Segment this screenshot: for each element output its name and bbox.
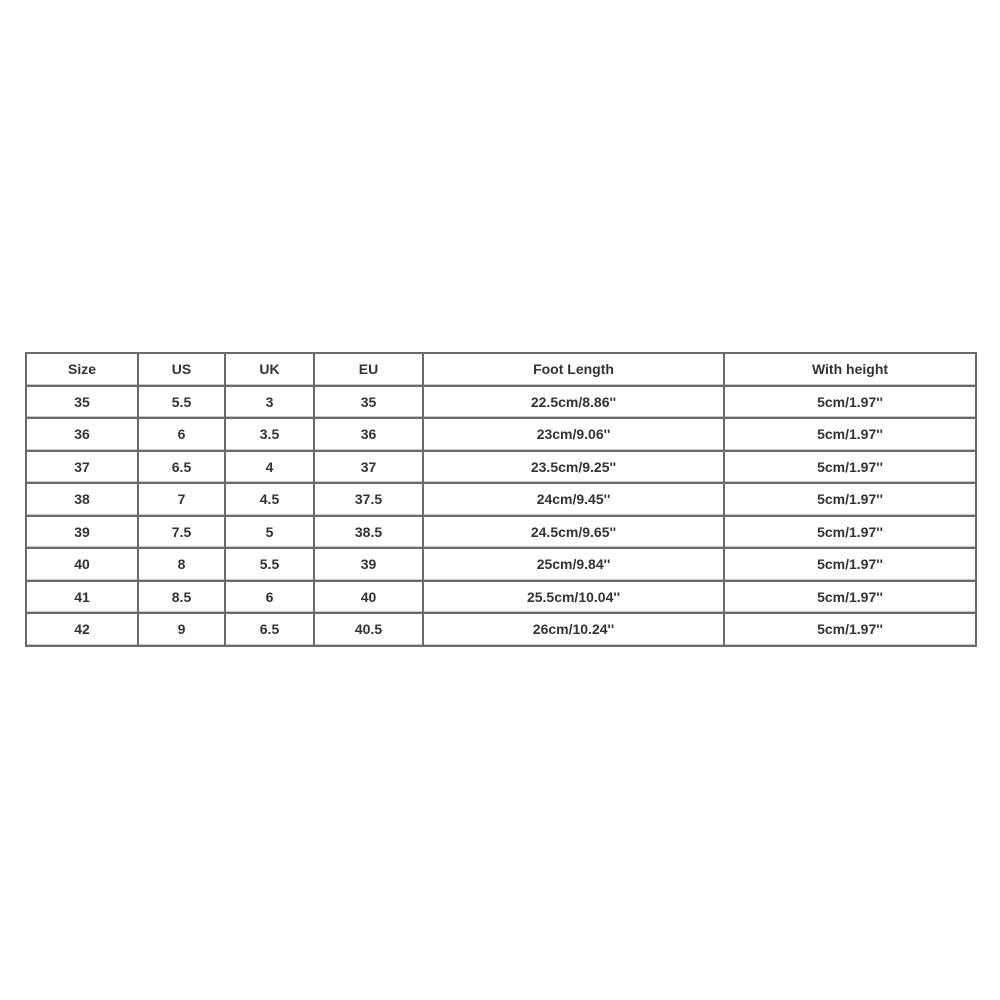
header-row	[27, 354, 977, 387]
cell-foot-length: 24.5cm/9.65''	[424, 517, 725, 550]
cell-with-height: 5cm/1.97''	[725, 484, 977, 517]
cell-size: 42	[27, 614, 139, 647]
header-us: US	[139, 354, 226, 387]
header-foot-length: Foot Length	[424, 354, 725, 387]
cell-eu: 40	[315, 582, 424, 615]
cell-size: 41	[27, 582, 139, 615]
size-chart-body	[27, 387, 977, 647]
cell-foot-length: 22.5cm/8.86''	[424, 387, 725, 420]
cell-us: 6.5	[139, 452, 226, 485]
cell-with-height: 5cm/1.97''	[725, 549, 977, 582]
table-row	[27, 419, 977, 452]
header-eu: EU	[315, 354, 424, 387]
cell-size: 40	[27, 549, 139, 582]
header-uk: UK	[226, 354, 315, 387]
header-size: Size	[27, 354, 139, 387]
cell-uk: 6.5	[226, 614, 315, 647]
cell-size: 35	[27, 387, 139, 420]
cell-eu: 35	[315, 387, 424, 420]
cell-foot-length: 24cm/9.45''	[424, 484, 725, 517]
cell-us: 8	[139, 549, 226, 582]
cell-with-height: 5cm/1.97''	[725, 582, 977, 615]
cell-with-height: 5cm/1.97''	[725, 517, 977, 550]
cell-eu: 36	[315, 419, 424, 452]
cell-eu: 39	[315, 549, 424, 582]
header-with-height: With height	[725, 354, 977, 387]
cell-uk: 6	[226, 582, 315, 615]
cell-foot-length: 26cm/10.24''	[424, 614, 725, 647]
cell-us: 7	[139, 484, 226, 517]
cell-foot-length: 25.5cm/10.04''	[424, 582, 725, 615]
cell-with-height: 5cm/1.97''	[725, 387, 977, 420]
size-chart-header	[27, 354, 977, 387]
table-row	[27, 582, 977, 615]
cell-size: 39	[27, 517, 139, 550]
table-row	[27, 549, 977, 582]
cell-size: 36	[27, 419, 139, 452]
cell-eu: 37	[315, 452, 424, 485]
cell-with-height: 5cm/1.97''	[725, 419, 977, 452]
cell-uk: 3	[226, 387, 315, 420]
cell-eu: 38.5	[315, 517, 424, 550]
cell-with-height: 5cm/1.97''	[725, 452, 977, 485]
cell-uk: 4	[226, 452, 315, 485]
cell-uk: 5.5	[226, 549, 315, 582]
cell-eu: 40.5	[315, 614, 424, 647]
cell-foot-length: 23cm/9.06''	[424, 419, 725, 452]
cell-uk: 5	[226, 517, 315, 550]
cell-us: 7.5	[139, 517, 226, 550]
cell-us: 6	[139, 419, 226, 452]
cell-with-height: 5cm/1.97''	[725, 614, 977, 647]
cell-foot-length: 23.5cm/9.25''	[424, 452, 725, 485]
cell-uk: 4.5	[226, 484, 315, 517]
cell-foot-length: 25cm/9.84''	[424, 549, 725, 582]
cell-size: 37	[27, 452, 139, 485]
cell-size: 38	[27, 484, 139, 517]
table-row	[27, 452, 977, 485]
table-row	[27, 517, 977, 550]
cell-us: 9	[139, 614, 226, 647]
cell-uk: 3.5	[226, 419, 315, 452]
table-row	[27, 614, 977, 647]
table-row	[27, 484, 977, 517]
cell-eu: 37.5	[315, 484, 424, 517]
size-chart-table	[25, 352, 977, 647]
cell-us: 5.5	[139, 387, 226, 420]
cell-us: 8.5	[139, 582, 226, 615]
table-row	[27, 387, 977, 420]
